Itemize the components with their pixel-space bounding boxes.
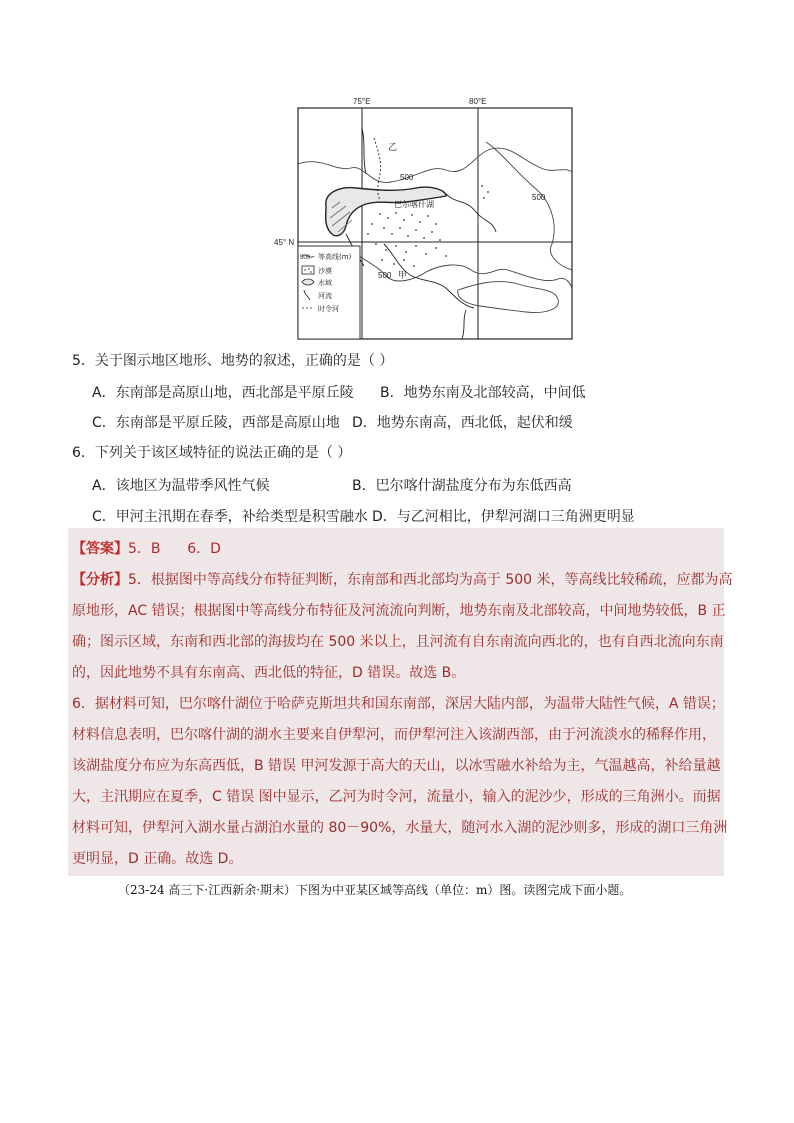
answer-text: 5．B 6．D	[128, 541, 221, 557]
next-question-intro: （23-24 高三下·江西新余·期末）下图为中亚某区域等高线（单位：m）图。读图完成下面小题。	[118, 883, 632, 897]
lake-label: 巴尔喀什湖	[394, 200, 434, 209]
legend-water-symbol	[302, 279, 314, 285]
analysis-line-2: 原地形，AC 错误；根据图中等高线分布特征及河流流向判断，地势东南及北部较高，中间地势较低，B 正	[72, 603, 726, 619]
contour-label-500-north: 500	[400, 173, 414, 182]
analysis-line-7: 该湖盐度分布应为东高西低，B 错误 甲河发源于高大的天山，以冰雪融水补给为主，气温越高，补给量越	[72, 758, 721, 774]
answer-line	[72, 540, 221, 558]
legend-contour-label: 等高线(m)	[318, 253, 352, 261]
question-5-option-a: A．东南部是高原山地，西北部是平原丘陵	[92, 385, 354, 401]
legend-desert-label: 沙漠	[318, 267, 332, 275]
lon-label-75: 75°E	[353, 97, 371, 106]
question-6-option-b: B．巴尔喀什湖盐度分布为东低西高	[352, 478, 572, 494]
question-5-option-b: B．地势东南及北部较高，中间低	[380, 385, 586, 401]
question-6-option-d: D．与乙河相比，伊犁河湖口三角洲更明显	[372, 509, 635, 525]
question-5-stem: 5．关于图示地区地形、地势的叙述，正确的是（ ）	[72, 353, 394, 369]
answer-tag: 【答案】	[72, 541, 128, 557]
contour-map	[274, 94, 574, 341]
analysis-line-10: 更明显，D 正确。故选 D。	[72, 851, 243, 867]
question-5-option-d: D．地势东南高，西北低，起伏和缓	[352, 415, 573, 431]
river-label-yi: 乙	[388, 143, 398, 153]
analysis-line-3: 确；图示区域，东南和西北部的海拔均在 500 米以上，且河流有自东南流向西北的，也有自西北流向东南	[72, 634, 724, 650]
legend-contour-value: 500	[300, 255, 311, 261]
lat-label-45: 45° N	[274, 238, 295, 247]
analysis-line-9: 材料可知，伊犁河入湖水量占湖泊水量的 80－90%，水量大，随河水入湖的泥沙则多，形成的湖口三角洲	[72, 820, 728, 836]
lon-label-80: 80°E	[469, 97, 487, 106]
legend-desert-symbol	[302, 266, 314, 274]
question-6-option-c: C．甲河主汛期在春季，补给类型是积雪融水	[92, 509, 368, 525]
contour-map-svg	[274, 94, 574, 341]
question-5-option-c: C．东南部是平原丘陵，西部是高原山地	[92, 415, 340, 431]
analysis-line-1	[72, 571, 733, 589]
analysis-line-5: 6．据材料可知，巴尔喀什湖位于哈萨克斯坦共和国东南部，深居大陆内部，为温带大陆性气候，A 错误；	[72, 696, 725, 712]
analysis-line-6: 材料信息表明，巴尔喀什湖的湖水主要来自伊犁河，而伊犁河注入该湖西部，由于河流淡水的稀释作用，	[72, 727, 716, 743]
legend-seasonal-river-label: 时令河	[318, 305, 339, 313]
question-6-stem: 6．下列关于该区域特征的说法正确的是（ ）	[72, 445, 352, 461]
river-label-jia: 甲	[398, 271, 408, 281]
contour-label-500-south: 500	[378, 271, 392, 280]
legend-water-label: 水域	[318, 279, 332, 287]
analysis-line-4: 的，因此地势不具有东南高、西北低的特征，D 错误。故选 B。	[72, 665, 466, 681]
analysis-text-1: 5．根据图中等高线分布特征判断，东南部和西北部均为高于 500 米，等高线比较稀疏，应都为高	[128, 572, 733, 588]
legend-river-label: 河流	[318, 292, 332, 300]
analysis-tag: 【分析】	[72, 572, 128, 588]
question-6-option-a: A．该地区为温带季风性气候	[92, 478, 270, 494]
contour-label-500-east: 500	[532, 193, 546, 202]
analysis-line-8: 大，主汛期应在夏季，C 错误 图中显示，乙河为时令河，流量小，输入的泥沙少，形成的三角洲小。而据	[72, 789, 721, 805]
